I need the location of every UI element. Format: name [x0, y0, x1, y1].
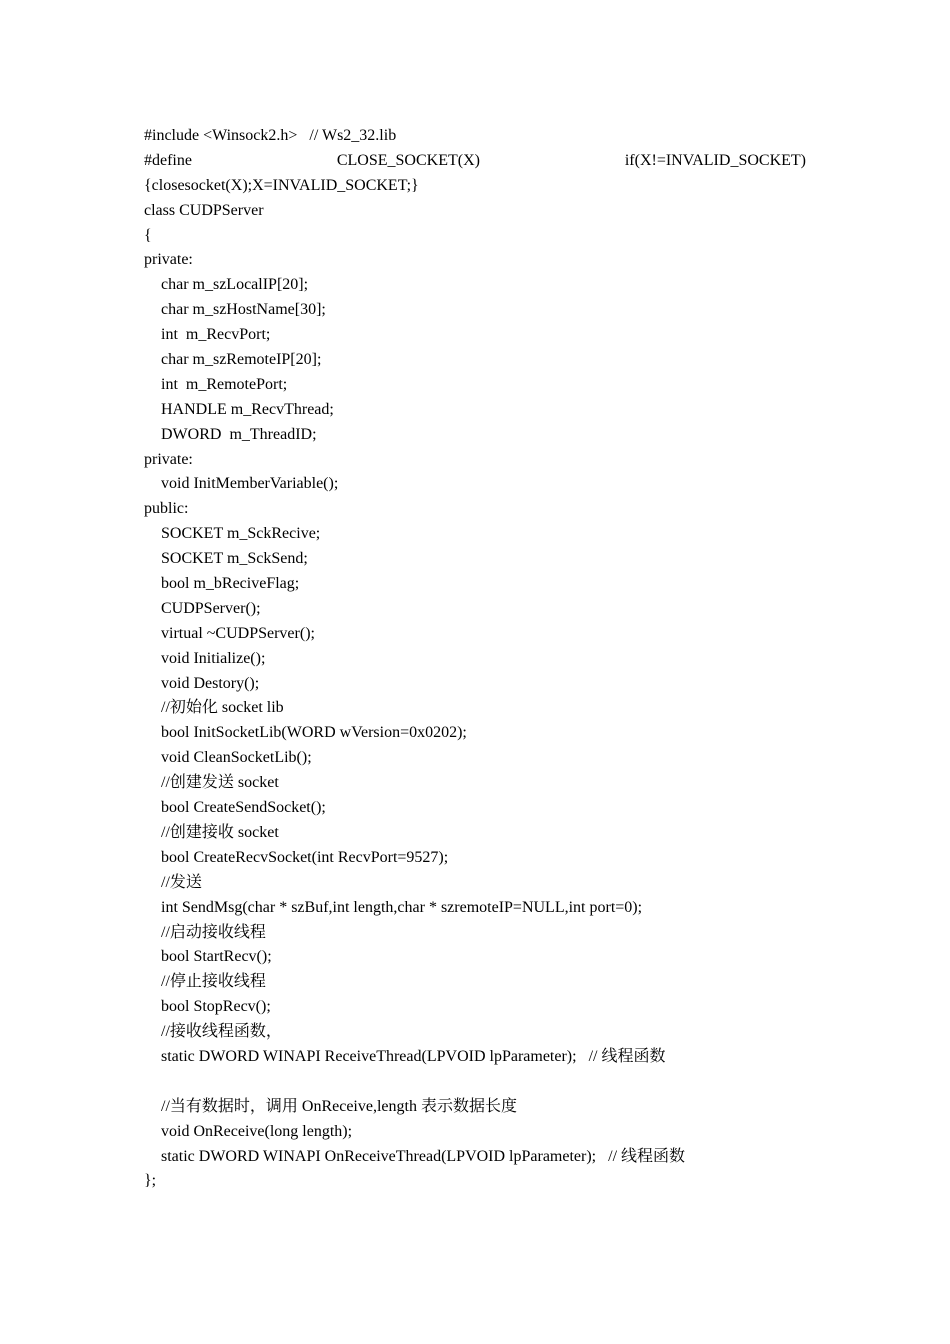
code-line: void InitMemberVariable();	[161, 475, 339, 493]
code-line: int SendMsg(char * szBuf,int length,char * szremoteIP=NULL,int port=0);	[161, 898, 643, 916]
code-line-define	[144, 149, 806, 174]
code-line: int m_RecvPort;	[161, 326, 271, 344]
code-line: class CUDPServer	[144, 201, 264, 219]
code-line: bool StopRecv();	[161, 998, 271, 1016]
code-line: virtual ~CUDPServer();	[161, 624, 315, 642]
code-line: void CleanSocketLib();	[161, 749, 312, 767]
code-line: bool InitSocketLib(WORD wVersion=0x0202);	[161, 724, 467, 742]
code-line: void OnReceive(long length);	[161, 1122, 353, 1140]
code-comment: //创建发送 socket	[161, 774, 279, 792]
code-line: {closesocket(X);X=INVALID_SOCKET;}	[144, 176, 419, 194]
define-macro-condition: if(X!=INVALID_SOCKET)	[624, 151, 806, 169]
code-line: {	[144, 226, 152, 244]
code-line: static DWORD WINAPI OnReceiveThread(LPVOID lpParameter); // 线程函数	[161, 1147, 686, 1165]
code-line: char m_szRemoteIP[20];	[161, 351, 322, 369]
code-line: bool CreateRecvSocket(int RecvPort=9527);	[161, 848, 449, 866]
code-line: int m_RemotePort;	[161, 375, 288, 393]
code-line: DWORD m_ThreadID;	[161, 425, 317, 443]
code-comment: //发送	[161, 873, 202, 891]
code-line: SOCKET m_SckRecive;	[161, 525, 321, 543]
code-line: public:	[144, 500, 189, 518]
code-comment: //创建接收 socket	[161, 823, 279, 841]
blank-line	[144, 1070, 806, 1095]
code-block	[144, 124, 806, 1194]
code-comment: //初始化 socket lib	[161, 699, 284, 717]
code-line: char m_szLocalIP[20];	[161, 276, 309, 294]
code-line: };	[144, 1172, 157, 1190]
define-keyword: #define	[144, 151, 192, 169]
code-line: private:	[144, 251, 193, 269]
code-line: bool StartRecv();	[161, 948, 272, 966]
code-comment: //接收线程函数，	[161, 1023, 282, 1041]
code-line: #include <Winsock2.h> // Ws2_32.lib	[144, 127, 397, 144]
code-line: SOCKET m_SckSend;	[161, 550, 308, 568]
code-line: void Destory();	[161, 674, 260, 692]
define-macro-name: CLOSE_SOCKET(X)	[336, 151, 480, 169]
code-line: char m_szHostName[30];	[161, 301, 326, 319]
code-line: private:	[144, 450, 193, 468]
code-line: bool m_bReciveFlag;	[161, 575, 300, 593]
code-comment: //当有数据时，调用 OnReceive,length 表示数据长度	[161, 1097, 517, 1115]
code-line: bool CreateSendSocket();	[161, 799, 326, 817]
code-line: void Initialize();	[161, 649, 266, 667]
code-comment: //停止接收线程	[161, 973, 266, 991]
code-comment: //启动接收线程	[161, 923, 266, 941]
code-line: static DWORD WINAPI ReceiveThread(LPVOID lpParameter); // 线程函数	[161, 1047, 666, 1065]
code-line: CUDPServer();	[161, 599, 261, 617]
code-line: HANDLE m_RecvThread;	[161, 400, 334, 418]
